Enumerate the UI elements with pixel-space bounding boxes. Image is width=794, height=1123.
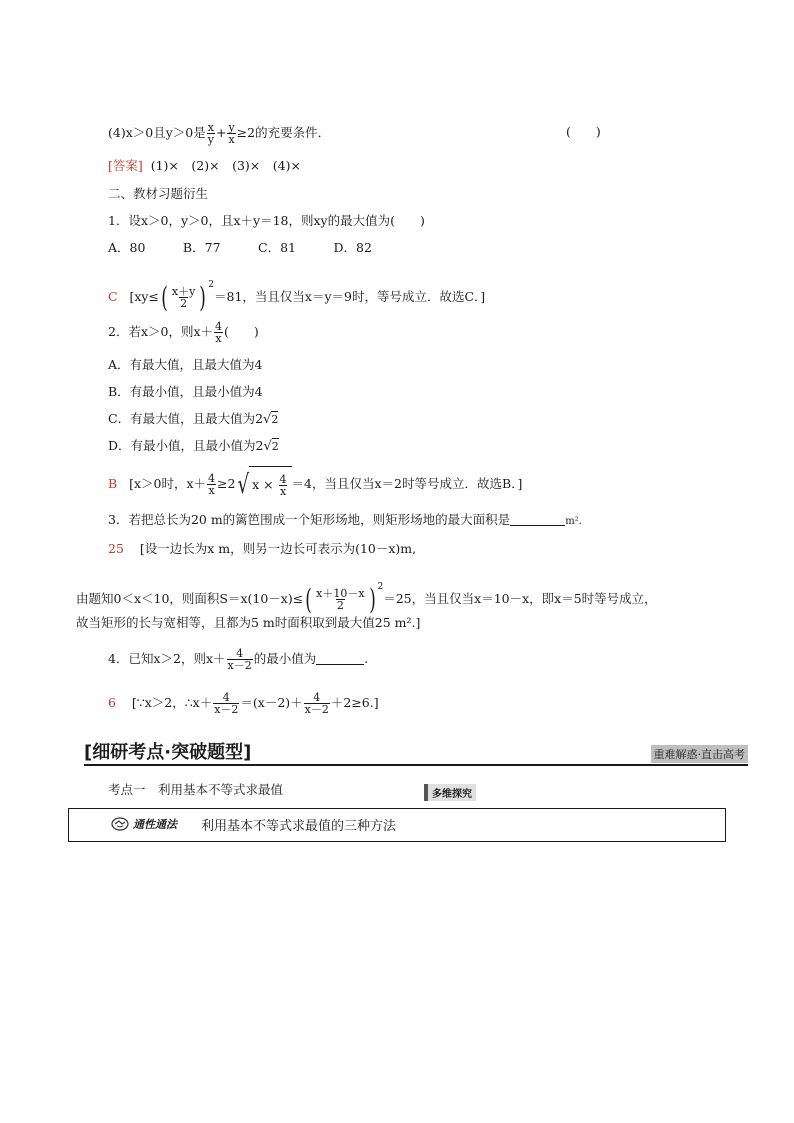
p2-sol-frac: $\frac{4}{x}$ bbox=[208, 472, 216, 497]
p4-answer: 6 bbox=[108, 695, 116, 710]
p1-solution: C [xy≤( $\frac{x+y}{2}$ ) $^2$＝81，当且仅当x＝y＝9时，等号成立．故选C．] bbox=[108, 280, 486, 314]
q4-line: (4)x＞0且y＞0是 $\frac{x}{y}$ + $\frac{y}{x}$ ≥2的充要条件． bbox=[108, 121, 331, 146]
p2-option-c: C．有最大值，且最大值为2 √ 2 bbox=[108, 411, 279, 427]
handshake-icon bbox=[111, 816, 129, 832]
p2-solution: B [x＞0时，x＋ $\frac{4}{x}$ ≥2 √ x × $\frac{4}{x}$ ＝4，当且仅当x＝2时等号成立．故选B．] bbox=[108, 466, 522, 503]
section2-title: 二、教材习题衍生 bbox=[108, 186, 209, 201]
section-header-rule bbox=[84, 764, 748, 766]
q4-frac2: $\frac{y}{x}$ bbox=[228, 121, 235, 146]
method-box-tag: 通性通法 bbox=[133, 818, 177, 831]
p4-stem: 4．已知x＞2，则x＋ $\frac{4}{x-2}$ 的最小值为 . bbox=[108, 647, 369, 672]
q4-pre: (4)x＞0且y＞0是 bbox=[108, 125, 206, 140]
answer-line bbox=[108, 158, 301, 174]
p3-solution-1: 25 [设一边长为x m，则另一边长可表示为(10－x)m, bbox=[108, 541, 417, 556]
q4-answer-paren: ( ) bbox=[566, 124, 601, 139]
p2-option-d: D．有最小值，且最小值为2 √ 2 bbox=[108, 438, 279, 454]
p1-stem: 1．设x＞0，y＞0，且x＋y＝18，则xy的最大值为( ) bbox=[108, 213, 425, 228]
section-header bbox=[84, 738, 748, 766]
p4-sol-frac1: $\frac{4}{x-2}$ bbox=[214, 691, 239, 716]
p4-frac: $\frac{4}{x-2}$ bbox=[227, 647, 252, 672]
q4-post: ≥2的充要条件． bbox=[236, 125, 331, 140]
p3-frac: $\frac{x+10-x}{2}$ bbox=[316, 587, 365, 612]
p3-stem: 3．若把总长为20 m的篱笆围成一个矩形场地，则矩形场地的最大面积是 m². bbox=[108, 512, 582, 527]
sqrt-2: √ 2 bbox=[263, 438, 279, 454]
method-box bbox=[68, 808, 726, 842]
sqrt-2: √ 2 bbox=[263, 411, 279, 427]
q4-frac1: $\frac{x}{y}$ bbox=[207, 121, 214, 146]
p3-solution-3: 故当矩形的长与宽相等，且都为5 m时面积取到最大值25 m².] bbox=[76, 615, 421, 630]
p3-answer: 25 bbox=[108, 541, 124, 556]
kaodian-badge: 多维探究 bbox=[424, 784, 476, 801]
answer-label: [答案] bbox=[108, 158, 143, 173]
p2-stem: 2．若x＞0，则x＋ $\frac{4}{x}$ ( ) bbox=[108, 320, 259, 345]
method-box-text: 利用基本不等式求最值的三种方法 bbox=[201, 819, 397, 834]
p1-frac: $\frac{x+y}{2}$ bbox=[171, 285, 196, 310]
p2-option-b: B．有最小值，且最小值为4 bbox=[108, 384, 263, 399]
p1-answer: C bbox=[108, 289, 118, 304]
p3-solution-2: 由题知0＜x＜10，则面积S＝x(10－x)≤( $\frac{x+10-x}{2}$ ) $^2$＝25，当且仅当x＝10－x，即x＝5时等号成立， bbox=[76, 582, 657, 616]
p2-frac: $\frac{4}{x}$ bbox=[215, 320, 223, 345]
kaodian-title: 考点一 利用基本不等式求最值 bbox=[108, 782, 284, 797]
fill-blank bbox=[510, 525, 565, 526]
p4-sol-frac2: $\frac{4}{x-2}$ bbox=[304, 691, 329, 716]
section-header-tag: 重难解惑·直击高考 bbox=[651, 745, 749, 763]
p1-options: A．80 B．77 C．81 D．82 bbox=[108, 240, 372, 255]
fill-blank bbox=[316, 664, 364, 665]
section-header-title: [细研考点·突破题型] bbox=[84, 742, 252, 763]
p2-option-a: A．有最大值，且最大值为4 bbox=[108, 357, 263, 372]
p2-answer: B bbox=[108, 476, 118, 491]
answer-text: (1)× (2)× (3)× (4)× bbox=[150, 158, 301, 173]
sqrt-sign: √ x × $\frac{4}{x}$ bbox=[235, 466, 291, 503]
p4-solution: 6 [∵x＞2，∴x＋ $\frac{4}{x-2}$ ＝(x－2)＋ $\frac{4}{x-2}$ ＋2≥6.] bbox=[108, 691, 379, 716]
